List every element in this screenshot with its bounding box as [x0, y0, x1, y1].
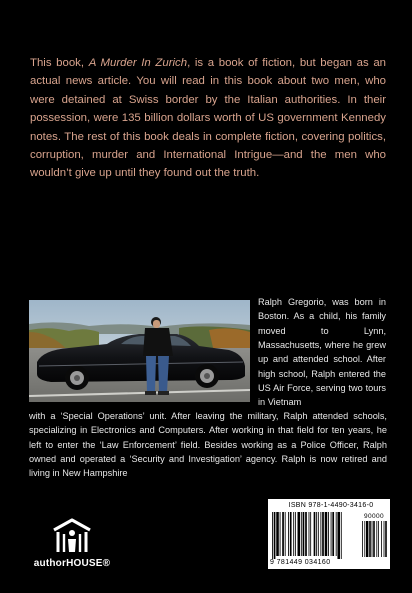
book-title: A Murder In Zurich [88, 57, 188, 69]
price-code: 90000 [363, 513, 385, 520]
authorhouse-logo-icon [50, 518, 94, 554]
isbn-label: ISBN 978-1-4490-3416-0 [288, 502, 374, 509]
book-blurb [30, 54, 386, 183]
author-photo [29, 300, 250, 402]
blurb-intro: This book, [30, 57, 89, 69]
publisher-logo [24, 518, 120, 574]
author-bio-beside-photo: Ralph Gregorio, was born in Boston. As a child, his family moved to Lynn, Massachusetts, where he grew up and attended school. After high school, Ralph entered the US Air Force, serving two tours in Vietnam [258, 297, 386, 408]
ean-digits: 9 781449 034160 [270, 559, 331, 566]
author-bio-below-photo: with a ‘Special Operations’ unit. After leaving the military, Ralph attended schools, specializing in Electronics and Computers. After working in that field for ten years, he left to enter the ‘Law Enforcement’ field. Besides working as a Police Officer, Ralph owned and operated a ‘Security and Investigation’ agency. Ralph is now retired and living in New Hampshire [29, 411, 387, 479]
blurb-body: , is a book of fiction, but began as an actual news article. You will read in this book about two men, who were detained at Swiss border by the Italian authorities. In their possession, were 135 billion dollars worth of US government Kennedy notes. The rest of this book deals in complete fiction, covering politics, corruption, murder and International Intrigue—and the men who wouldn’t give up until they found out the truth. [30, 57, 386, 180]
isbn-barcode [268, 499, 390, 569]
publisher-name: authorHOUSE® [33, 558, 111, 569]
